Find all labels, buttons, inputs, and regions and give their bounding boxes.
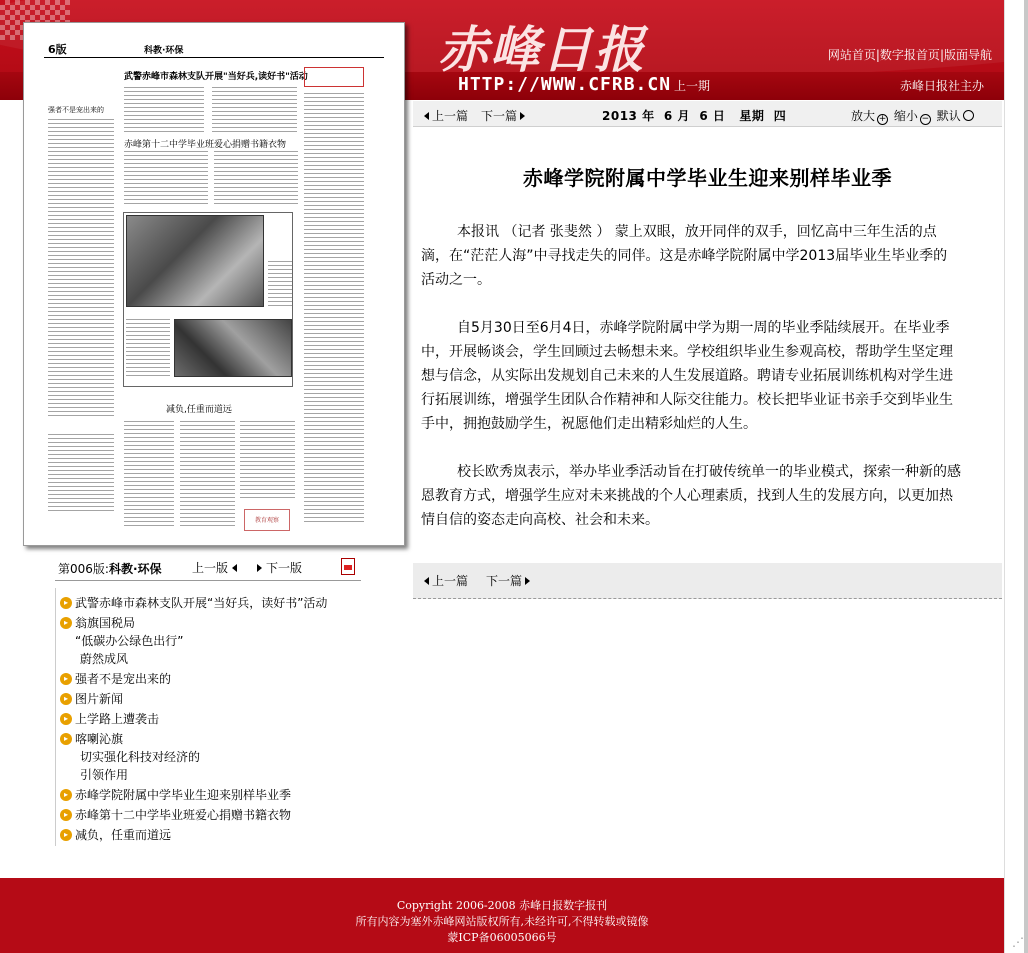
list-item[interactable] xyxy=(60,594,327,612)
list-item[interactable] xyxy=(60,670,171,688)
bullet-arrow-icon: ▸ xyxy=(60,829,72,841)
version-section: 科教·环保 xyxy=(108,562,162,576)
top-nav xyxy=(828,46,992,63)
list-item-title-line[interactable]: “低碳办公绿色出行” xyxy=(75,634,184,648)
scrollbar-track[interactable] xyxy=(1024,0,1028,953)
bullet-arrow-icon: ▸ xyxy=(60,713,72,725)
prev-version-link[interactable] xyxy=(192,559,240,576)
page-section: 科教·环保 xyxy=(144,46,184,56)
arrow-right-icon xyxy=(520,112,525,120)
text-column xyxy=(304,93,364,523)
bullet-arrow-icon: ▸ xyxy=(60,809,72,821)
thumb-side-title[interactable]: 强者不是宠出来的 xyxy=(48,106,104,114)
list-item-title[interactable]: 武警赤峰市森林支队开展“当好兵，读好书”活动 xyxy=(75,596,328,610)
footer-copyright: Copyright 2006-2008 赤峰日报数字报刊 xyxy=(396,899,608,912)
window-scrollbar[interactable] xyxy=(1004,0,1028,953)
text-column xyxy=(124,87,204,132)
version-bar xyxy=(55,557,361,581)
arrow-right-icon xyxy=(525,577,530,585)
prev-version-label: 上一版 xyxy=(192,561,229,575)
digital-home-link[interactable]: 数字报首页 xyxy=(879,48,940,62)
list-item-title[interactable]: 翁旗国税局 xyxy=(75,616,136,630)
list-item-title-line[interactable]: 引领作用 xyxy=(80,768,129,782)
bullet-arrow-icon: ▸ xyxy=(60,693,72,705)
text-column xyxy=(48,434,114,514)
newspaper-page xyxy=(34,29,394,539)
arrow-left-icon xyxy=(424,112,429,120)
article-nav-bar xyxy=(413,101,1002,127)
next-article-label: 下一篇 xyxy=(481,109,518,123)
minus-icon: − xyxy=(921,114,930,124)
list-item-title[interactable]: 减负，任重而道远 xyxy=(75,828,172,842)
page-number: 6版 xyxy=(48,43,67,56)
sponsor-text: 赤峰日报社主办 xyxy=(899,79,984,93)
circle-icon xyxy=(963,110,974,121)
photo-caption xyxy=(268,261,292,309)
bullet-arrow-icon: ▸ xyxy=(60,733,72,745)
list-item[interactable] xyxy=(60,826,171,844)
photo-caption xyxy=(126,319,170,377)
list-item[interactable] xyxy=(60,690,123,708)
article-bottom-nav xyxy=(413,563,1002,599)
next-article-link-bottom[interactable] xyxy=(486,572,530,589)
footer-icp[interactable]: 蒙ICP备06005066号 xyxy=(447,931,557,944)
text-column xyxy=(48,119,114,419)
footer-rights: 所有内容为塞外赤峰网站版权所有,未经许可,不得转载或镜像 xyxy=(355,915,649,928)
version-number: 第006版: xyxy=(58,562,109,576)
next-version-link[interactable] xyxy=(257,559,302,576)
list-item[interactable] xyxy=(60,710,159,728)
article-body xyxy=(421,220,961,556)
zoom-default-button[interactable] xyxy=(937,109,976,123)
list-item[interactable] xyxy=(60,614,183,668)
resize-grip-icon[interactable]: ⋰ xyxy=(1012,935,1024,949)
zoom-in-label: 放大 xyxy=(851,109,876,123)
list-item-title[interactable]: 图片新闻 xyxy=(75,692,124,706)
plus-icon: + xyxy=(878,114,887,124)
list-item-title[interactable]: 强者不是宠出来的 xyxy=(75,672,172,686)
home-link[interactable]: 网站首页 xyxy=(827,48,876,62)
bullet-arrow-icon: ▸ xyxy=(60,789,72,801)
text-column xyxy=(240,421,295,501)
article-paragraph: 校长欧秀岚表示，举办毕业季活动旨在打破传统单一的毕业模式，探索一种新的感恩教育方式，增强学生应对未来挑战的个人心理素质，找到人生的发展方向，以更加热情自信的姿态走向高校、社会和未来。 xyxy=(421,464,961,528)
arrow-left-icon xyxy=(424,577,429,585)
thumb-photo-2 xyxy=(174,319,292,377)
zoom-in-button[interactable] xyxy=(851,109,890,123)
text-column xyxy=(212,87,297,132)
text-column xyxy=(214,151,298,206)
prev-article-label: 上一篇 xyxy=(432,109,469,123)
nav-separator: | xyxy=(875,48,880,62)
list-item[interactable] xyxy=(60,730,200,784)
list-item-title[interactable]: 喀喇沁旗 xyxy=(75,732,124,746)
prev-issue-link[interactable]: 上一期 xyxy=(674,79,711,93)
text-column xyxy=(180,421,235,526)
thumb-ad-box xyxy=(304,67,364,87)
thumb-headline-1[interactable]: 武警赤峰市森林支队开展"当好兵,读好书"活动 xyxy=(124,72,308,82)
page-header-rule xyxy=(44,57,384,58)
list-item-title[interactable]: 赤峰第十二中学毕业班爱心捐赠书籍衣物 xyxy=(75,808,292,822)
prev-article-link[interactable] xyxy=(424,107,468,124)
next-version-label: 下一版 xyxy=(266,561,303,575)
arrow-right-icon xyxy=(257,564,262,572)
list-item[interactable] xyxy=(60,786,291,804)
thumb-stamp: 教育观察 xyxy=(244,509,290,531)
next-article-link[interactable] xyxy=(481,107,525,124)
list-item[interactable] xyxy=(60,806,291,824)
zoom-out-button[interactable] xyxy=(894,109,933,123)
article-paragraph: 本报讯 （记者 张斐然 ） 蒙上双眼，放开同伴的双手，回忆高中三年生活的点滴，在“茫茫人海”中寻找走失的同伴。这是赤峰学院附属中学2013届毕业生毕业季的活动之一。 xyxy=(421,224,948,288)
bullet-arrow-icon: ▸ xyxy=(60,673,72,685)
newspaper-page-thumbnail[interactable] xyxy=(23,22,405,546)
thumb-photo-1 xyxy=(126,215,264,307)
site-logo[interactable]: 赤峰日报 xyxy=(438,20,646,79)
text-column xyxy=(124,151,208,206)
article-content xyxy=(413,128,1002,560)
text-column xyxy=(124,421,174,526)
list-item-title-line[interactable]: 蔚然成风 xyxy=(80,652,129,666)
nav-separator: | xyxy=(939,48,944,62)
page-nav-link[interactable]: 版面导航 xyxy=(943,48,992,62)
article-paragraph: 自5月30日至6月4日，赤峰学院附属中学为期一周的毕业季陆续展开。在毕业季中，开展畅谈会，学生回顾过去畅想未来。学校组织毕业生参观高校，帮助学生坚定理想与信念，从实际出发规划自己未来的人生发展道路。聘请专业拓展训练机构对学生进行拓展训练，增强学生团队合作精神和人际交往能力。校长把毕业证书亲手交到毕业生手中，拥抱鼓励学生，祝愿他们走出精彩灿烂的人生。 xyxy=(421,320,953,432)
prev-article-label: 上一篇 xyxy=(432,574,469,588)
site-footer xyxy=(0,878,1004,953)
list-item-title[interactable]: 上学路上遭袭击 xyxy=(75,712,160,726)
bullet-arrow-icon: ▸ xyxy=(60,617,72,629)
arrow-left-icon xyxy=(232,564,237,572)
thumb-headline-2[interactable]: 赤峰第十二中学毕业班爱心捐赠书籍衣物 xyxy=(124,140,287,150)
next-article-label: 下一篇 xyxy=(486,574,523,588)
list-item-title-line[interactable]: 切实强化科技对经济的 xyxy=(80,750,201,764)
list-item-title[interactable]: 赤峰学院附属中学毕业生迎来别样毕业季 xyxy=(75,788,292,802)
article-title: 赤峰学院附属中学毕业生迎来别样毕业季 xyxy=(523,166,892,190)
version-label xyxy=(58,560,162,577)
site-url: HTTP://WWW.CFRB.CN xyxy=(458,74,672,95)
issue-date: 2013 年 6 月 6 日 星期 四 xyxy=(602,109,787,123)
prev-article-link-bottom[interactable] xyxy=(424,572,468,589)
pdf-icon[interactable] xyxy=(341,558,355,575)
thumb-headline-3[interactable]: 减负,任重而道远 xyxy=(166,405,232,415)
zoom-out-label: 缩小 xyxy=(893,109,918,123)
zoom-controls xyxy=(851,107,976,125)
bullet-arrow-icon: ▸ xyxy=(60,597,72,609)
article-list xyxy=(55,588,361,846)
zoom-default-label: 默认 xyxy=(936,109,961,123)
